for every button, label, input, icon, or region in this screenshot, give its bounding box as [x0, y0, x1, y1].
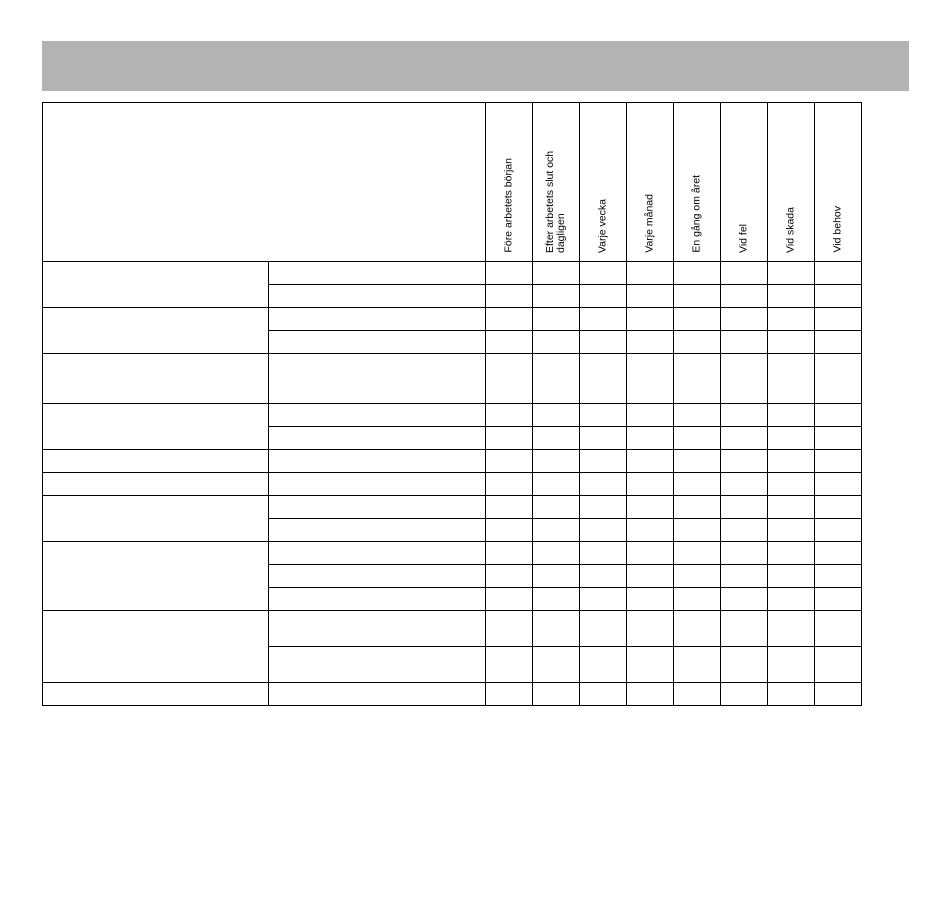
check-cell[interactable] [768, 331, 815, 354]
check-cell[interactable] [533, 404, 580, 427]
table-row [43, 262, 862, 285]
check-cell[interactable] [627, 331, 674, 354]
check-cell[interactable] [768, 542, 815, 565]
column-header-label: Vid behov [831, 206, 844, 253]
task-cell [269, 473, 486, 496]
check-cell[interactable] [486, 496, 533, 519]
check-cell[interactable] [486, 588, 533, 611]
check-cell[interactable] [580, 285, 627, 308]
column-header [721, 103, 768, 262]
check-cell[interactable] [486, 404, 533, 427]
check-cell[interactable] [721, 427, 768, 450]
task-cell [269, 404, 486, 427]
table-row [43, 308, 862, 331]
column-header [768, 103, 815, 262]
check-cell[interactable] [627, 354, 674, 404]
check-cell[interactable] [721, 354, 768, 404]
check-cell[interactable] [580, 565, 627, 588]
check-cell[interactable] [533, 285, 580, 308]
column-header-label: Efter arbetets slut och dagligen [544, 150, 567, 253]
check-cell[interactable] [721, 647, 768, 683]
check-cell[interactable] [486, 331, 533, 354]
check-cell[interactable] [486, 519, 533, 542]
check-cell[interactable] [674, 519, 721, 542]
check-cell[interactable] [721, 331, 768, 354]
check-cell[interactable] [768, 262, 815, 285]
check-cell[interactable] [768, 565, 815, 588]
task-cell [269, 450, 486, 473]
check-cell[interactable] [674, 354, 721, 404]
check-cell[interactable] [533, 588, 580, 611]
check-cell[interactable] [580, 683, 627, 706]
check-cell[interactable] [627, 404, 674, 427]
task-cell [269, 588, 486, 611]
corner-header-cell [43, 103, 486, 262]
component-cell [43, 542, 269, 611]
check-cell[interactable] [674, 404, 721, 427]
check-cell[interactable] [815, 354, 862, 404]
check-cell[interactable] [815, 285, 862, 308]
component-cell [43, 404, 269, 450]
column-header [533, 103, 580, 262]
table-row [43, 683, 862, 706]
column-header [674, 103, 721, 262]
check-cell[interactable] [721, 404, 768, 427]
check-cell[interactable] [580, 519, 627, 542]
check-cell[interactable] [627, 588, 674, 611]
check-cell[interactable] [815, 308, 862, 331]
check-cell[interactable] [580, 450, 627, 473]
check-cell[interactable] [721, 519, 768, 542]
check-cell[interactable] [627, 683, 674, 706]
task-cell [269, 427, 486, 450]
check-cell[interactable] [674, 473, 721, 496]
task-cell [269, 496, 486, 519]
check-cell[interactable] [627, 308, 674, 331]
column-header-label: En gång om året [690, 175, 703, 253]
component-cell [43, 262, 269, 308]
check-cell[interactable] [768, 354, 815, 404]
check-cell[interactable] [674, 331, 721, 354]
check-cell[interactable] [768, 308, 815, 331]
column-header-label: Varje vecka [596, 198, 609, 253]
check-cell[interactable] [674, 496, 721, 519]
check-cell[interactable] [721, 611, 768, 647]
check-cell[interactable] [721, 565, 768, 588]
check-cell[interactable] [486, 473, 533, 496]
check-cell[interactable] [768, 519, 815, 542]
check-cell[interactable] [768, 427, 815, 450]
component-cell [43, 354, 269, 404]
check-cell[interactable] [533, 262, 580, 285]
check-cell[interactable] [815, 611, 862, 647]
check-cell[interactable] [815, 404, 862, 427]
check-cell[interactable] [627, 262, 674, 285]
check-cell[interactable] [486, 542, 533, 565]
check-cell[interactable] [674, 262, 721, 285]
check-cell[interactable] [627, 285, 674, 308]
check-cell[interactable] [533, 308, 580, 331]
check-cell[interactable] [815, 588, 862, 611]
check-cell[interactable] [768, 683, 815, 706]
check-cell[interactable] [627, 450, 674, 473]
check-cell[interactable] [815, 427, 862, 450]
column-header-label: Vid skada [784, 207, 797, 253]
check-cell[interactable] [486, 354, 533, 404]
table-row [43, 611, 862, 647]
column-header-label: Före arbetets början [502, 158, 515, 253]
column-header [486, 103, 533, 262]
check-cell[interactable] [533, 354, 580, 404]
column-header [815, 103, 862, 262]
check-cell[interactable] [721, 588, 768, 611]
component-cell [43, 450, 269, 473]
check-cell[interactable] [486, 285, 533, 308]
table-row [43, 496, 862, 519]
check-cell[interactable] [533, 683, 580, 706]
check-cell[interactable] [533, 331, 580, 354]
task-cell [269, 354, 486, 404]
column-header [627, 103, 674, 262]
check-cell[interactable] [768, 588, 815, 611]
check-cell[interactable] [768, 473, 815, 496]
check-cell[interactable] [627, 427, 674, 450]
check-cell[interactable] [674, 450, 721, 473]
check-cell[interactable] [533, 427, 580, 450]
check-cell[interactable] [580, 542, 627, 565]
task-cell [269, 308, 486, 331]
check-cell[interactable] [674, 542, 721, 565]
check-cell[interactable] [533, 473, 580, 496]
task-cell [269, 565, 486, 588]
check-cell[interactable] [486, 565, 533, 588]
check-cell[interactable] [627, 611, 674, 647]
check-cell[interactable] [815, 683, 862, 706]
table-row [43, 404, 862, 427]
check-cell[interactable] [580, 262, 627, 285]
check-cell[interactable] [627, 565, 674, 588]
check-cell[interactable] [768, 611, 815, 647]
check-cell[interactable] [674, 285, 721, 308]
check-cell[interactable] [815, 496, 862, 519]
check-cell[interactable] [533, 647, 580, 683]
component-cell [43, 473, 269, 496]
check-cell[interactable] [486, 308, 533, 331]
task-cell [269, 262, 486, 285]
check-cell[interactable] [674, 308, 721, 331]
task-cell [269, 519, 486, 542]
check-cell[interactable] [486, 262, 533, 285]
check-cell[interactable] [721, 308, 768, 331]
check-cell[interactable] [768, 285, 815, 308]
check-cell[interactable] [674, 565, 721, 588]
task-cell [269, 285, 486, 308]
header-row [43, 103, 862, 262]
check-cell[interactable] [674, 588, 721, 611]
check-cell[interactable] [815, 519, 862, 542]
check-cell[interactable] [674, 427, 721, 450]
component-cell [43, 611, 269, 683]
check-cell[interactable] [815, 542, 862, 565]
check-cell[interactable] [580, 611, 627, 647]
title-bar [42, 41, 909, 91]
check-cell[interactable] [815, 331, 862, 354]
component-cell [43, 496, 269, 542]
check-cell[interactable] [815, 262, 862, 285]
column-header [580, 103, 627, 262]
check-cell[interactable] [768, 496, 815, 519]
check-cell[interactable] [721, 450, 768, 473]
check-cell[interactable] [627, 496, 674, 519]
task-cell [269, 331, 486, 354]
check-cell[interactable] [580, 473, 627, 496]
check-cell[interactable] [533, 519, 580, 542]
task-cell [269, 611, 486, 647]
check-cell[interactable] [815, 473, 862, 496]
check-cell[interactable] [486, 427, 533, 450]
check-cell[interactable] [627, 473, 674, 496]
maintenance-schedule-table [42, 102, 862, 706]
check-cell[interactable] [815, 647, 862, 683]
check-cell[interactable] [721, 683, 768, 706]
check-cell[interactable] [486, 450, 533, 473]
check-cell[interactable] [580, 308, 627, 331]
table-row [43, 473, 862, 496]
check-cell[interactable] [627, 542, 674, 565]
check-cell[interactable] [533, 496, 580, 519]
check-cell[interactable] [815, 565, 862, 588]
check-cell[interactable] [580, 427, 627, 450]
check-cell[interactable] [533, 565, 580, 588]
column-header-label: Varje månad [643, 194, 656, 253]
check-cell[interactable] [721, 285, 768, 308]
check-cell[interactable] [533, 542, 580, 565]
component-cell [43, 683, 269, 706]
check-cell[interactable] [674, 611, 721, 647]
check-cell[interactable] [580, 496, 627, 519]
check-cell[interactable] [580, 331, 627, 354]
check-cell[interactable] [674, 683, 721, 706]
check-cell[interactable] [627, 647, 674, 683]
check-cell[interactable] [486, 611, 533, 647]
check-cell[interactable] [721, 496, 768, 519]
check-cell[interactable] [580, 588, 627, 611]
check-cell[interactable] [533, 611, 580, 647]
check-cell[interactable] [721, 473, 768, 496]
check-cell[interactable] [627, 519, 674, 542]
task-cell [269, 542, 486, 565]
check-cell[interactable] [580, 647, 627, 683]
check-cell[interactable] [486, 647, 533, 683]
check-cell[interactable] [721, 542, 768, 565]
check-cell[interactable] [768, 450, 815, 473]
check-cell[interactable] [486, 683, 533, 706]
check-cell[interactable] [768, 404, 815, 427]
check-cell[interactable] [768, 647, 815, 683]
column-header-label: Vid fel [737, 224, 750, 253]
task-cell [269, 683, 486, 706]
check-cell[interactable] [674, 647, 721, 683]
check-cell[interactable] [580, 404, 627, 427]
check-cell[interactable] [533, 450, 580, 473]
check-cell[interactable] [815, 450, 862, 473]
check-cell[interactable] [721, 262, 768, 285]
table-row [43, 354, 862, 404]
check-cell[interactable] [580, 354, 627, 404]
component-cell [43, 308, 269, 354]
task-cell [269, 647, 486, 683]
table-row [43, 450, 862, 473]
table-row [43, 542, 862, 565]
